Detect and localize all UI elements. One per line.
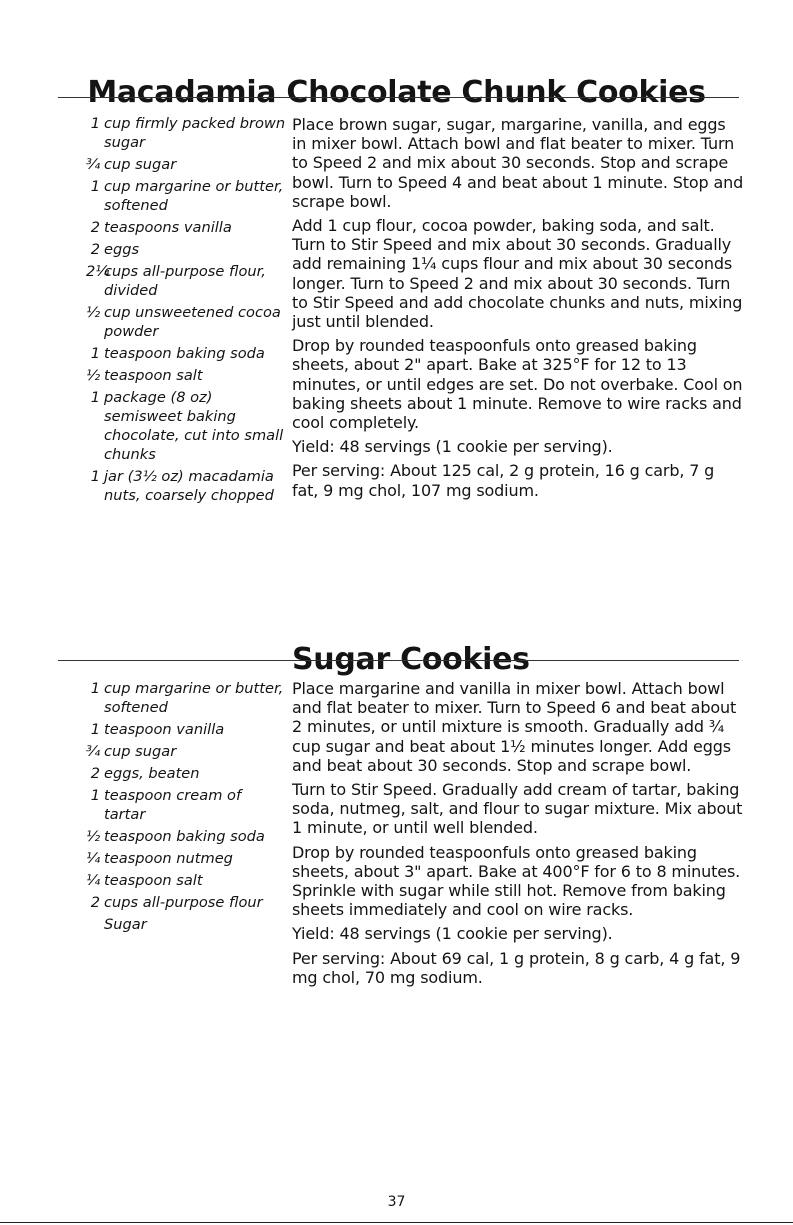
ingredient-text: teaspoon vanilla <box>104 721 225 738</box>
ingredient-qty: 1 <box>90 389 100 406</box>
yield-text: Yield: 48 servings (1 cookie per serving). <box>292 924 613 944</box>
ingredient-qty: 1 <box>90 787 100 804</box>
ingredient-item <box>86 344 286 363</box>
directions <box>292 115 744 505</box>
ingredient-text: jar (3½ oz) macadamia nuts, coarsely chopped <box>104 468 274 504</box>
direction-paragraph: Drop by rounded teaspoonfuls onto greased baking sheets, about 3" apart. Bake at 400°F for 6 to 8 minutes. Sprinkle with sugar while still hot. Remove from baking sheets immediately and cool on wire racks. <box>292 842 741 920</box>
ingredient-item <box>86 467 286 505</box>
direction-paragraph: Turn to Stir Speed. Gradually add cream of tartar, baking soda, nutmeg, salt, and flour to sugar mixture. Mix about 1 minute, or until well blended. <box>292 780 743 838</box>
ingredient-qty: ¾ <box>86 743 101 760</box>
ingredient-item <box>86 827 286 846</box>
direction-paragraph: Drop by rounded teaspoonfuls onto greased baking sheets, about 2" apart. Bake at 325°F for 12 to 13 minutes, or until edges are set. Do not overbake. Cool on baking sheets about 1 minute. Remove to wire racks and cool completely. <box>292 336 743 433</box>
recipe-title: Sugar Cookies <box>292 641 530 677</box>
ingredient-text: teaspoon cream of tartar <box>104 787 242 823</box>
ingredient-item <box>86 155 286 174</box>
ingredient-qty: ¼ <box>86 850 101 867</box>
page-bottom-border <box>0 1222 793 1223</box>
ingredient-item <box>86 871 286 890</box>
ingredient-qty: 1 <box>90 721 100 738</box>
ingredient-text: teaspoon nutmeg <box>104 850 233 867</box>
ingredient-list <box>86 679 286 937</box>
ingredient-text: cup margarine or butter, softened <box>104 178 284 214</box>
title-divider <box>58 97 739 98</box>
ingredient-text: cups all-purpose flour, divided <box>104 263 266 299</box>
ingredient-qty: 1 <box>90 178 100 195</box>
ingredient-qty: 2 <box>90 219 100 236</box>
ingredient-qty: 1 <box>90 345 100 362</box>
ingredient-qty: 2¼ <box>86 263 110 280</box>
ingredient-item <box>86 849 286 868</box>
ingredient-text: cup sugar <box>104 743 177 760</box>
ingredient-qty: ½ <box>86 304 101 321</box>
ingredient-item <box>86 786 286 824</box>
ingredient-item <box>86 388 286 464</box>
ingredient-item <box>86 262 286 300</box>
ingredient-qty: 2 <box>90 241 100 258</box>
ingredient-text: eggs, beaten <box>104 765 200 782</box>
ingredient-text: Sugar <box>104 916 147 933</box>
ingredient-list <box>86 114 286 508</box>
ingredient-qty: ½ <box>86 828 101 845</box>
ingredient-text: teaspoon baking soda <box>104 828 265 845</box>
ingredient-item <box>86 764 286 783</box>
ingredient-item <box>86 218 286 237</box>
ingredient-item <box>86 240 286 259</box>
ingredient-text: cup firmly packed brown sugar <box>104 115 286 151</box>
ingredient-text: cup margarine or butter, softened <box>104 680 284 716</box>
ingredient-item <box>86 893 286 912</box>
ingredient-text: cups all-purpose flour <box>104 894 263 911</box>
direction-paragraph: Add 1 cup flour, cocoa powder, baking soda, and salt. Turn to Stir Speed and mix about 30 seconds. Gradually add remaining 1¼ cups flour and mix about 30 seconds longer. Turn to Speed 2 and mix about 30 seconds. Turn to Stir Speed and add chocolate chunks and nuts, mixing just until blended. <box>292 216 743 332</box>
ingredient-item <box>86 177 286 215</box>
ingredient-qty: 1 <box>90 115 100 132</box>
yield-text: Yield: 48 servings (1 cookie per serving). <box>292 437 613 457</box>
ingredient-text: cup unsweetened cocoa powder <box>104 304 281 340</box>
ingredient-text: eggs <box>104 241 140 258</box>
ingredient-item <box>86 366 286 385</box>
ingredient-text: teaspoon salt <box>104 367 203 384</box>
ingredient-qty: 2 <box>90 894 100 911</box>
ingredient-text: teaspoon baking soda <box>104 345 265 362</box>
ingredient-qty: 1 <box>90 680 100 697</box>
ingredient-qty: ¾ <box>86 156 101 173</box>
ingredient-item <box>86 114 286 152</box>
ingredient-qty: ½ <box>86 367 101 384</box>
ingredient-qty: 1 <box>90 468 100 485</box>
page-number: 37 <box>387 1194 406 1210</box>
nutrition-text: Per serving: About 125 cal, 2 g protein, 16 g carb, 7 g fat, 9 mg chol, 107 mg sodium. <box>292 461 715 500</box>
recipe-title: Macadamia Chocolate Chunk Cookies <box>87 75 706 111</box>
ingredient-qty: ¼ <box>86 872 101 889</box>
ingredient-text: cup sugar <box>104 156 177 173</box>
ingredient-item <box>86 742 286 761</box>
ingredient-text: teaspoon salt <box>104 872 203 889</box>
ingredient-text: teaspoons vanilla <box>104 219 232 236</box>
ingredient-item <box>86 915 286 934</box>
ingredient-item <box>86 679 286 717</box>
ingredient-item <box>86 303 286 341</box>
direction-paragraph: Place brown sugar, sugar, margarine, vanilla, and eggs in mixer bowl. Attach bowl and flat beater to mixer. Turn to Speed 2 and mix about 30 seconds. Stop and scrape bowl. Turn to Speed 4 and beat about 1 minute. Stop and scrape bowl. <box>292 115 744 211</box>
ingredient-item <box>86 720 286 739</box>
title-divider <box>58 660 739 661</box>
ingredient-qty: 2 <box>90 765 100 782</box>
ingredient-text: package (8 oz) semisweet baking chocolate, cut into small chunks <box>104 389 284 463</box>
nutrition-text: Per serving: About 69 cal, 1 g protein, 8 g carb, 4 g fat, 9 mg chol, 70 mg sodium. <box>292 948 741 987</box>
direction-paragraph: Place margarine and vanilla in mixer bowl. Attach bowl and flat beater to mixer. Turn to Speed 6 and beat about 2 minutes, or until mixture is smooth. Gradually add ¾ cup sugar and beat about 1½ minutes longer. Add eggs and beat about 30 seconds. Stop and scrape bowl. <box>292 679 737 775</box>
directions <box>292 679 744 992</box>
